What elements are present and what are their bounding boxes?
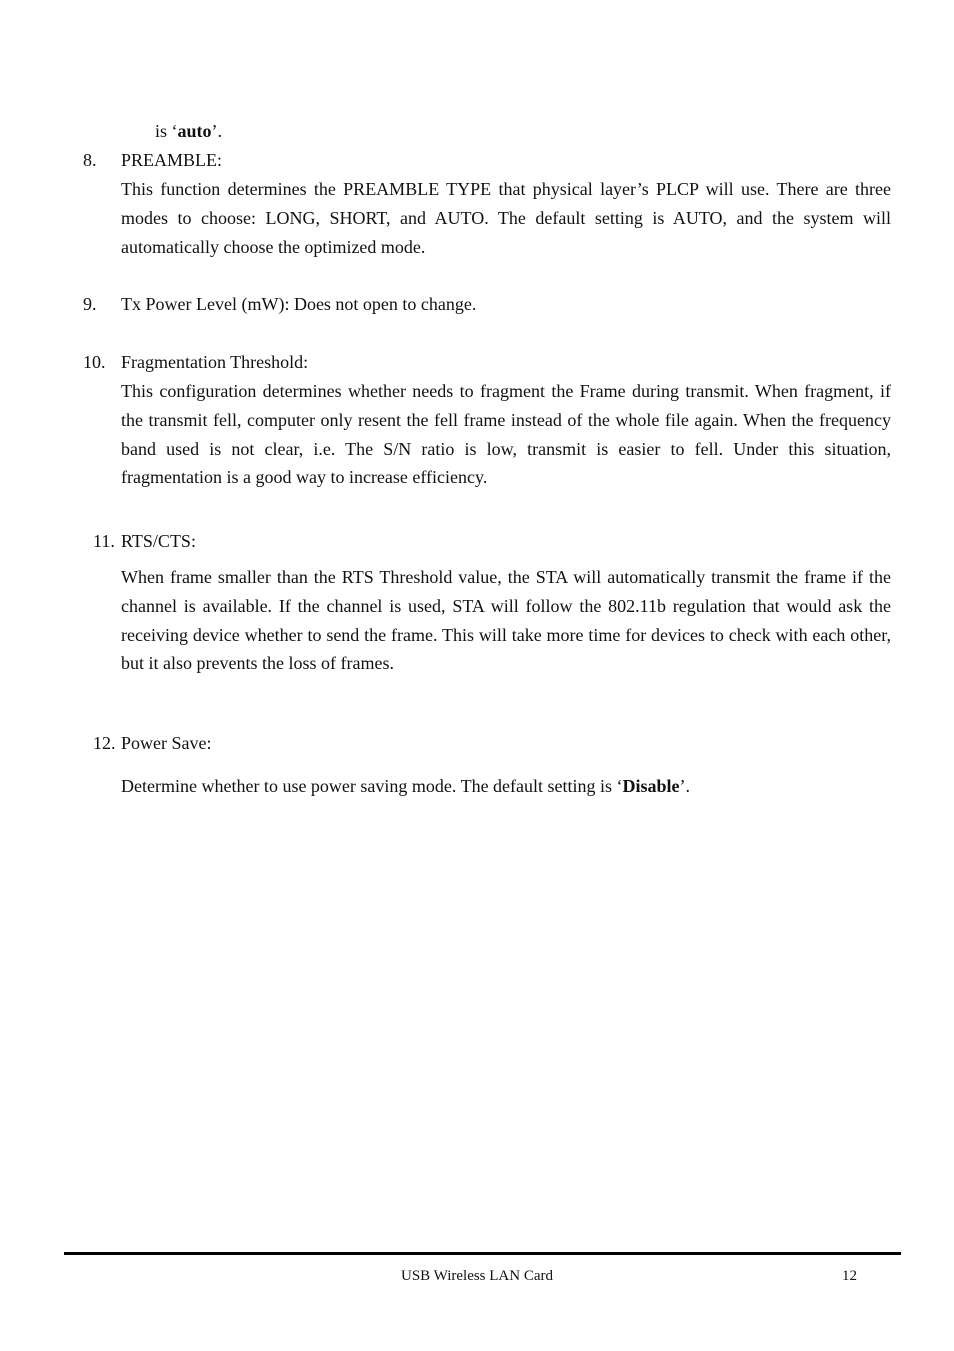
item-number: 10. — [83, 352, 106, 372]
item-body: This configuration determines whether needs to fragment the Frame during transmit. When fragment, if the transmit fell, computer only resent the fell frame instead of the whole file again. When the frequency band used is not clear, i.e. The S/N ratio is low, transmit is easier to fell. Under this situation, fragmentation is a good way to increase efficiency. — [121, 381, 891, 488]
footer-title: USB Wireless LAN Card — [400, 1268, 554, 1284]
item-number: 12. — [93, 733, 116, 753]
item-heading: Fragmentation Threshold: — [121, 352, 309, 372]
page-number: 12 — [842, 1268, 857, 1284]
item-body: When frame smaller than the RTS Threshold value, the STA will automatically transmit the frame if the channel is available. If the channel is used, STA will follow the 802.11b regulation that would ask the receiving device whether to send the frame. This will take more time for devices to check with each other, but it also prevents the loss of frames. — [121, 567, 891, 674]
item-heading: RTS/CTS: — [121, 531, 196, 551]
footer-rule — [64, 1252, 901, 1255]
item-body: This function determines the PREAMBLE TYPE that physical layer’s PLCP will use. There are three modes to choose: LONG, SHORT, and AUTO. The default setting is AUTO, and the system will automatically choose the optimized mode. — [121, 179, 891, 257]
item-heading: Power Save: — [121, 733, 212, 753]
item-heading: Tx Power Level (mW): Does not open to change. — [121, 294, 477, 314]
item-number: 11. — [93, 531, 115, 551]
item-number: 9. — [83, 294, 97, 314]
item-body: Determine whether to use power saving mode. The default setting is ‘Disable’. — [121, 776, 691, 796]
item-number: 8. — [83, 150, 97, 170]
item-heading: PREAMBLE: — [121, 150, 223, 170]
continued-text: is ‘auto’. — [155, 121, 223, 141]
